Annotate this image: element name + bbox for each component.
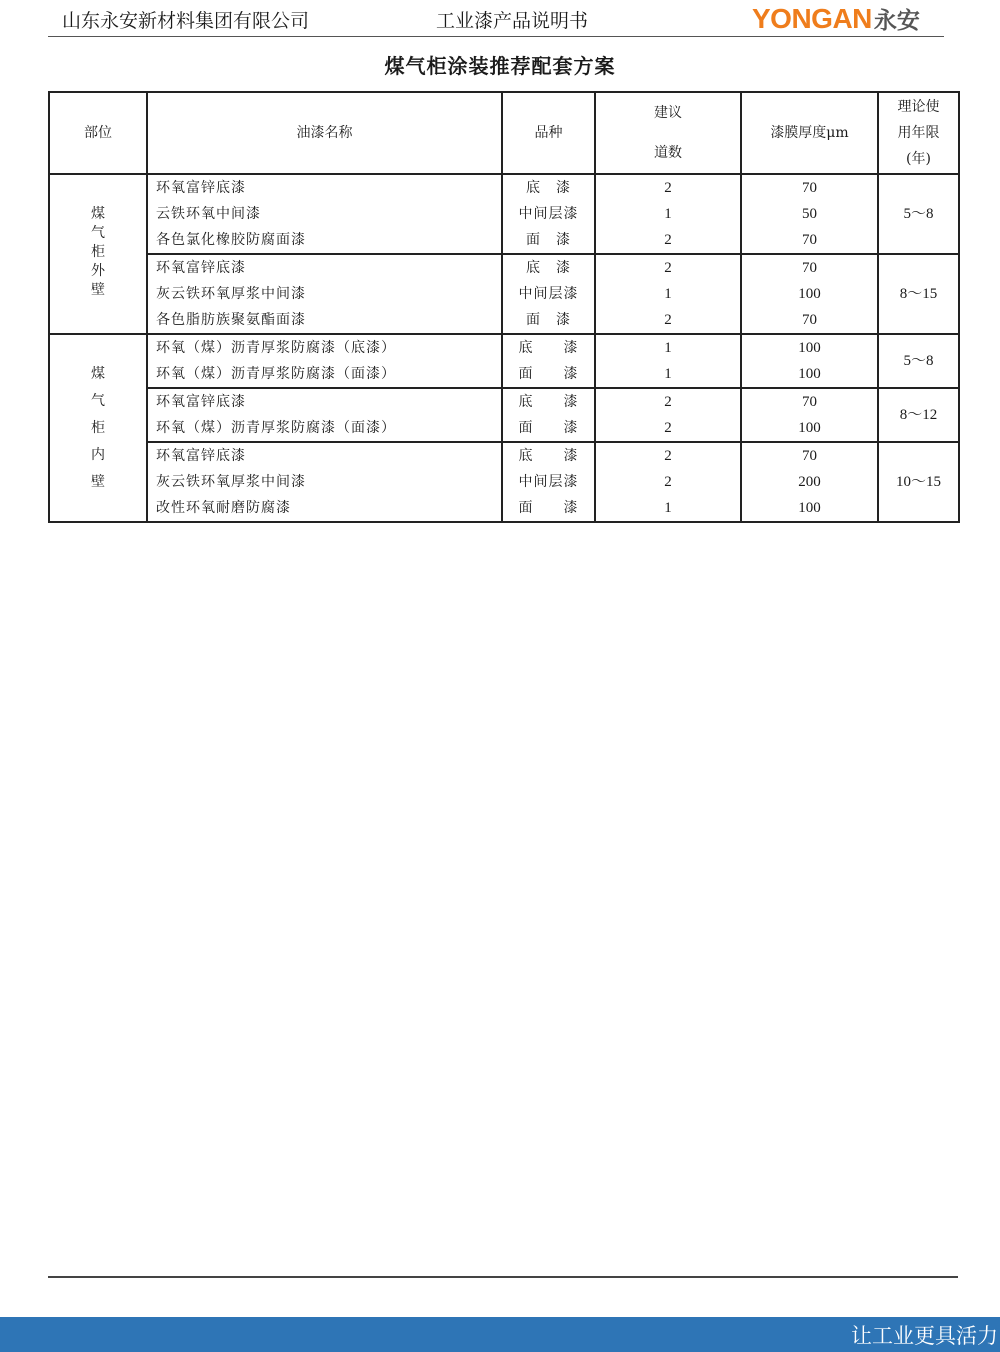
table-row [49, 442, 959, 469]
thickness-value: 100 [741, 415, 878, 442]
table-row [49, 388, 959, 415]
footer-slogan: 让工业更具活力 [851, 1324, 998, 1348]
part-cell-outer [49, 174, 147, 334]
coats-value: 1 [595, 361, 741, 388]
table-row [49, 227, 959, 254]
paint-type: 底 漆 [502, 174, 595, 201]
life-value: 8～15 [899, 286, 938, 302]
coats-value: 2 [595, 388, 741, 415]
header-coats [595, 92, 741, 174]
life-cell [878, 442, 959, 522]
table-row [49, 307, 959, 334]
paint-name: 各色脂肪族聚氨酯面漆 [147, 307, 502, 334]
paint-name: 环氧（煤）沥青厚浆防腐漆（面漆） [147, 361, 502, 388]
life-cell [878, 388, 959, 442]
table-row [49, 201, 959, 227]
paint-type: 中间层漆 [502, 201, 595, 227]
part-label-outer: 煤气柜外壁 [91, 206, 105, 298]
table-row [49, 254, 959, 281]
header-type: 品种 [502, 92, 595, 174]
paint-name: 灰云铁环氧厚浆中间漆 [147, 469, 502, 495]
life-cell [878, 254, 959, 334]
thickness-value: 200 [741, 469, 878, 495]
coats-value: 1 [595, 281, 741, 307]
paint-name: 环氧富锌底漆 [147, 388, 502, 415]
thickness-value: 100 [741, 281, 878, 307]
paint-type: 底 漆 [502, 388, 595, 415]
header-coats-label: 建议道数 [654, 105, 682, 161]
company-name: 山东永安新材料集团有限公司 [62, 10, 310, 32]
paint-name: 环氧富锌底漆 [147, 442, 502, 469]
document-title: 工业漆产品说明书 [436, 10, 589, 32]
coating-scheme-table [48, 91, 960, 523]
header-paint-name: 油漆名称 [147, 92, 502, 174]
paint-type: 面 漆 [502, 227, 595, 254]
table-row [49, 469, 959, 495]
page-title: 煤气柜涂装推荐配套方案 [384, 54, 616, 78]
coats-value: 2 [595, 415, 741, 442]
coats-value: 2 [595, 442, 741, 469]
thickness-value: 50 [741, 201, 878, 227]
paint-type: 面 漆 [502, 415, 595, 442]
header-part: 部位 [49, 92, 147, 174]
paint-name: 云铁环氧中间漆 [147, 201, 502, 227]
coats-value: 1 [595, 495, 741, 522]
header-life-label: 理论使用年限(年) [897, 99, 940, 167]
paint-name: 环氧富锌底漆 [147, 174, 502, 201]
paint-type: 底 漆 [502, 334, 595, 361]
table-row [49, 495, 959, 522]
coats-value: 2 [595, 227, 741, 254]
paint-name: 环氧（煤）沥青厚浆防腐漆（面漆） [147, 415, 502, 442]
table-row [49, 174, 959, 201]
life-cell [878, 174, 959, 254]
table-row [49, 361, 959, 388]
thickness-value: 100 [741, 361, 878, 388]
coats-value: 1 [595, 334, 741, 361]
paint-type: 中间层漆 [502, 281, 595, 307]
coats-value: 2 [595, 307, 741, 334]
thickness-value: 100 [741, 334, 878, 361]
coats-value: 2 [595, 469, 741, 495]
yongan-logo [752, 2, 920, 35]
thickness-value: 70 [741, 442, 878, 469]
coats-value: 2 [595, 174, 741, 201]
part-cell-inner [49, 334, 147, 522]
coats-value: 2 [595, 254, 741, 281]
header-life [878, 92, 959, 174]
life-value: 5～8 [903, 206, 934, 222]
table-header-row [49, 92, 959, 174]
paint-type: 底 漆 [502, 442, 595, 469]
logo-latin-text: YONGAN [752, 3, 872, 34]
header-thickness: 漆膜厚度μm [741, 92, 878, 174]
coats-value: 1 [595, 201, 741, 227]
thickness-value: 70 [741, 227, 878, 254]
thickness-value: 70 [741, 388, 878, 415]
footer-divider [48, 1276, 958, 1278]
thickness-value: 70 [741, 174, 878, 201]
paint-type: 面 漆 [502, 495, 595, 522]
header-divider [48, 36, 944, 37]
thickness-value: 70 [741, 307, 878, 334]
paint-type: 中间层漆 [502, 469, 595, 495]
life-value: 5～8 [903, 353, 934, 369]
paint-type: 面 漆 [502, 361, 595, 388]
life-value: 8～12 [899, 407, 938, 423]
life-value: 10～15 [895, 474, 941, 490]
table-row [49, 281, 959, 307]
logo-chinese-text: 永安 [873, 8, 920, 34]
table-row [49, 334, 959, 361]
paint-type: 底 漆 [502, 254, 595, 281]
paint-type: 面 漆 [502, 307, 595, 334]
paint-name: 环氧富锌底漆 [147, 254, 502, 281]
thickness-value: 100 [741, 495, 878, 522]
paint-name: 灰云铁环氧厚浆中间漆 [147, 281, 502, 307]
life-cell [878, 334, 959, 388]
part-label-inner: 煤气柜内壁 [91, 365, 105, 490]
footer-band [0, 1317, 1000, 1352]
paint-name: 环氧（煤）沥青厚浆防腐漆（底漆） [147, 334, 502, 361]
thickness-value: 70 [741, 254, 878, 281]
paint-name: 各色氯化橡胶防腐面漆 [147, 227, 502, 254]
paint-name: 改性环氧耐磨防腐漆 [147, 495, 502, 522]
table-row [49, 415, 959, 442]
